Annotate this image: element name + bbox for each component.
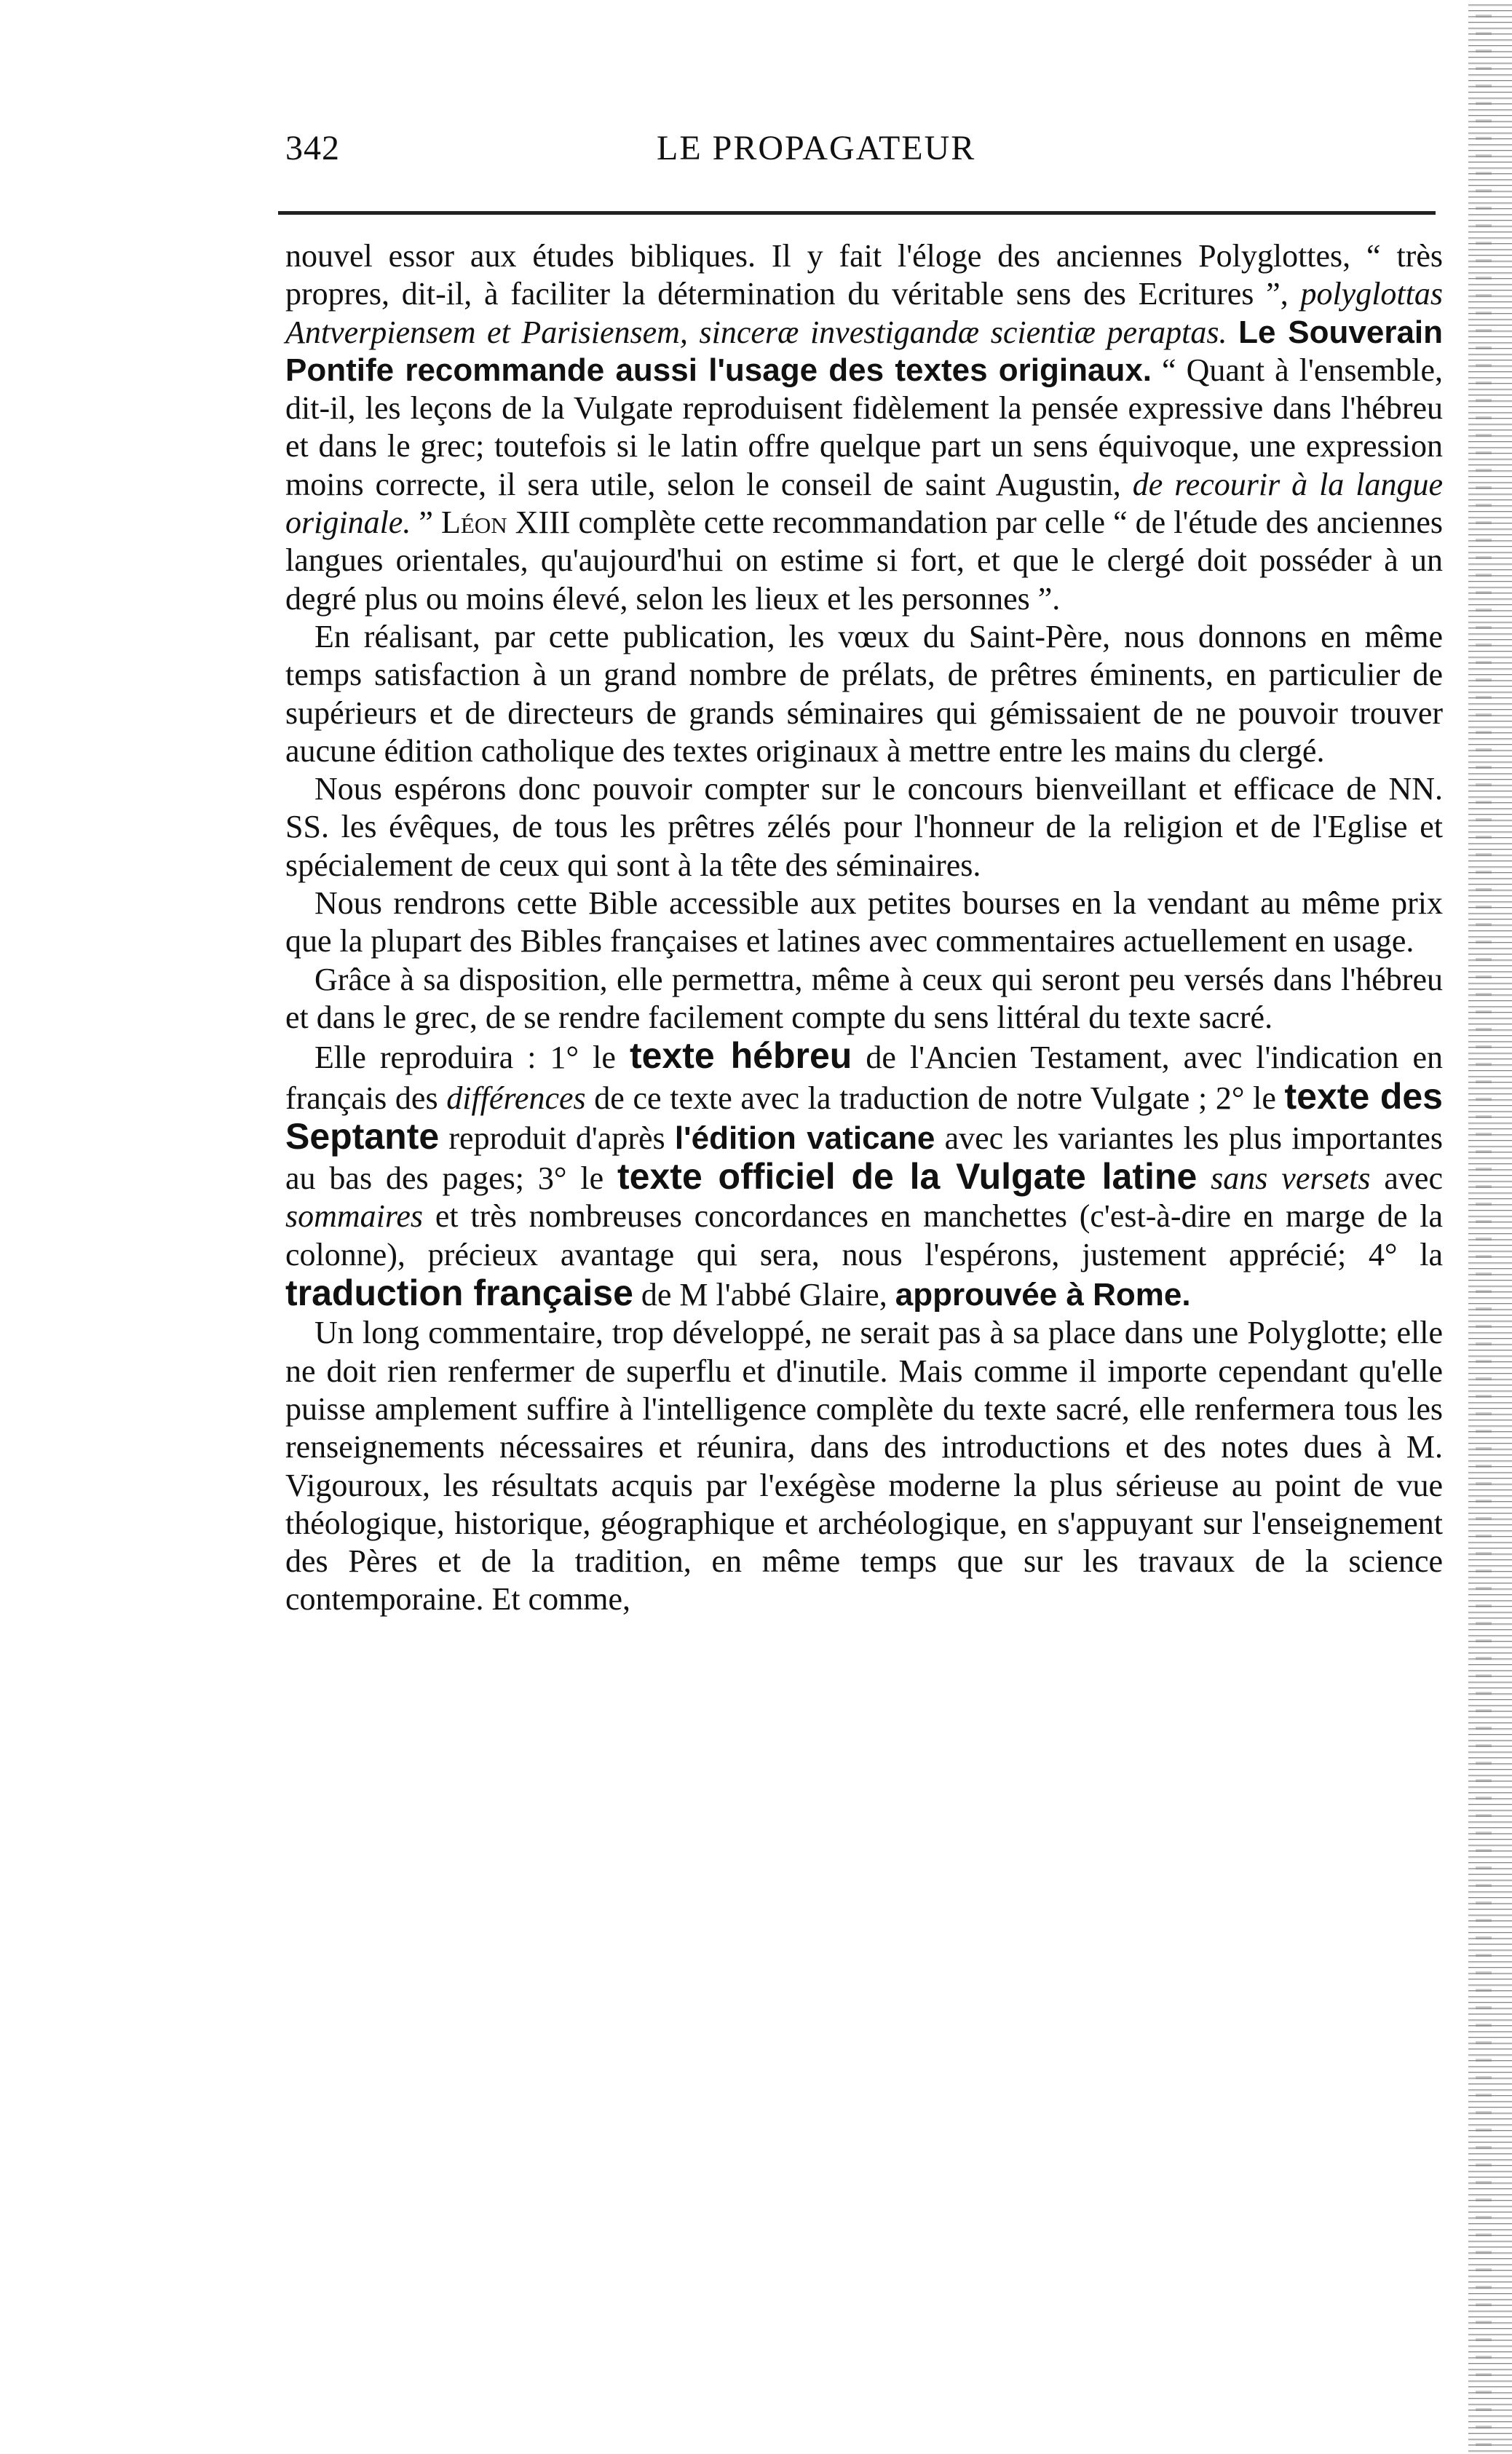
vulgate-label: texte officiel de la Vulgate latine: [617, 1156, 1198, 1198]
approved-rome-label: approuvée à Rome.: [895, 1277, 1191, 1313]
paragraph-1-part-3: [1227, 314, 1239, 350]
pope-name: Léon XIII: [441, 504, 571, 541]
page-number: 342: [285, 129, 340, 167]
sommaires-label: sommaires: [285, 1198, 424, 1235]
paragraph-6-part-15: et très nombreuses concordances en manchettes (c'est-à-dire en marge de la colonne), précieux avantage qui sera, nous l'espérons, justement apprécié; 4° la: [285, 1198, 1443, 1272]
paragraph-1-part-9: complète cette recommandation par celle “ de l'étude des anciennes langues orientales, qu'aujourd'hui on estime si fort, et que le clergé doit posséder à un degré plus ou moins élevé, selon les lieux et les personnes ”.: [285, 504, 1443, 617]
running-title: LE PROPAGATEUR: [657, 129, 976, 167]
sans-versets-label: sans versets: [1211, 1160, 1371, 1197]
paragraph-5: Grâce à sa disposition, elle permettra, même à ceux qui seront peu versés dans l'hébreu et dans le grec, de se rendre facilement compte du sens littéral du texte sacré.: [285, 961, 1443, 1035]
paragraph-1-part-7: ”: [411, 504, 442, 541]
french-translation-label: traduction française: [285, 1272, 633, 1314]
vatican-edition-label: l'édition vaticane: [674, 1120, 935, 1156]
paragraph-6-part-17: de M l'abbé Glaire,: [633, 1277, 895, 1313]
paragraph-4: Nous rendrons cette Bible accessible aux petites bourses en la vendant au même prix que la plupart des Bibles françaises et latines avec commentaires actuellement en usage.: [285, 885, 1443, 959]
scan-edge-artifact: [1468, 0, 1512, 2454]
paragraph-6-part-7: reproduit d'après: [439, 1120, 675, 1156]
paragraph-6-part-3: de l'Ancien Testament, avec l'indication en français des: [285, 1040, 1443, 1116]
paragraph-3: Nous espérons donc pouvoir compter sur le concours bienveillant et efficace de NN. SS. les évêques, de tous les prêtres zélés pour l'honneur de la religion et de l'Eglise et spécialement de ceux qui sont à la tête des séminaires.: [285, 771, 1443, 883]
paragraph-1: [285, 237, 1443, 618]
hebrew-text-label: texte hébreu: [629, 1035, 852, 1077]
paragraph-6: [285, 1037, 1443, 1314]
paragraph-1-part-1: nouvel essor aux études bibliques. Il y fait l'éloge des anciennes Polyglottes, “ très propres, dit-il, à faciliter la détermination du véritable sens des Ecritures ”,: [285, 238, 1443, 312]
paragraph-6-part-1: Elle reproduira : 1° le: [314, 1040, 630, 1076]
bold-statement: Le Souverain Pontife recommande aussi l'usage des textes originaux.: [285, 314, 1444, 388]
paragraph-7: Un long commentaire, trop développé, ne serait pas à sa place dans une Polyglotte; elle ne doit rien renfermer de superflu et d'inutile. Mais comme il importe cependant qu'elle puisse amplement suffire à l'intelligence complète du texte sacré, elle renfermera tous les renseignements nécessaires et réunira, dans des introductions et des notes dues à M. Vigouroux, les résultats acquis par l'exégèse moderne la plus sérieuse au point de vue théologique, historique, géographique et archéologique, en s'appuyant sur l'enseignement des Pères et de la tradition, en même temps que sur les travaux de la science contemporaine. Et comme,: [285, 1315, 1443, 1618]
paragraph-6-part-5: de ce texte avec la traduction de notre Vulgate ; 2° le: [585, 1080, 1285, 1116]
paragraph-1-part-5: “ Quant à l'ensemble, dit-il, les leçons de la Vulgate reproduisent fidèlement la pensée expressive dans l'hébreu et dans le grec; toutefois si le latin offre quelque part un sens équivoque, une expression moins correcte, il sera utile, selon le conseil de saint Augustin,: [285, 352, 1444, 502]
paragraph-6-part-13: avec: [1370, 1160, 1443, 1197]
septuagint-label: texte des Septante: [285, 1075, 1443, 1157]
header-rule: [278, 211, 1436, 215]
paragraph-6-part-9: avec les variantes les plus importantes au bas des pages; 3° le: [285, 1120, 1444, 1197]
latin-quote: polyglottas Antverpiensem et Parisiensem, sinceræ investigandæ scientiæ peraptas.: [285, 276, 1443, 350]
italic-phrase: de recourir à la langue originale.: [285, 466, 1443, 541]
paragraph-2: En réalisant, par cette publication, les vœux du Saint-Père, nous donnons en même temps satisfaction à un grand nombre de prélats, de prêtres éminents, en particulier de supérieurs et de directeurs de grands séminaires qui gémissaient de ne pouvoir trouver aucune édition catholique des textes originaux à mettre entre les mains du clergé.: [285, 618, 1443, 769]
page-header: [285, 128, 1443, 179]
paragraph-6-part-11: [1197, 1160, 1211, 1196]
differences-label: différences: [446, 1080, 586, 1116]
body-text: [285, 237, 1443, 1619]
